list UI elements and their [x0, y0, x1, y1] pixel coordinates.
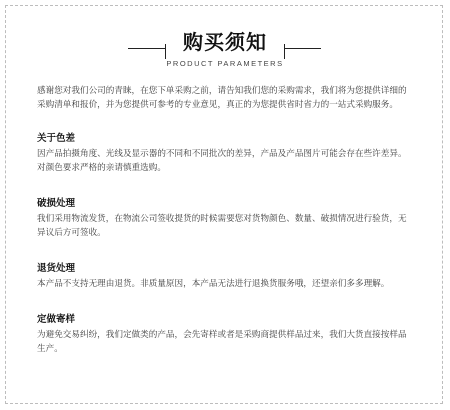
- notice-content: [37, 84, 415, 378]
- section-title: 关于色差: [37, 133, 76, 144]
- title-rule-left-tick: [165, 44, 166, 59]
- title-rule-right-tick: [284, 44, 285, 59]
- section-title: 破损处理: [37, 198, 76, 209]
- page-title: 购买须知: [183, 30, 267, 54]
- section-title: 定做寄样: [37, 314, 76, 325]
- intro-paragraph: 感谢您对我们公司的青睐，在您下单采购之前，请告知我们您的采购需求，我们将为您提供详细的采购清单和报价，并为您提供可参考的专业意见，真正的为您提供省时省力的一站式采购服务。: [37, 86, 407, 110]
- page-subtitle: PRODUCT PARAMETERS: [166, 59, 284, 68]
- header: [0, 28, 450, 78]
- section-body: 因产品拍摄角度、光线及显示器的不同和不同批次的差异，产品及产品图片可能会存在些许差异。对颜色要求严格的亲请慎重选购。: [37, 149, 407, 173]
- section-body: 为避免交易纠纷，我们定做类的产品，会先寄样或者是采购商提供样品过来，我们大货直接按样品生产。: [37, 330, 407, 354]
- section-body: 我们采用物流发货，在物流公司签收提货的时候需要您对货物颜色、数量、破损情况进行验货，无异议后方可签收。: [37, 214, 407, 238]
- title-rule-right: [284, 48, 321, 49]
- section-color-difference: [37, 132, 415, 175]
- section-returns: [37, 262, 415, 291]
- section-title: 退货处理: [37, 263, 76, 274]
- title-rule-left: [128, 48, 165, 49]
- section-body: 本产品不支持无理由退货。非质量原因，本产品无法进行退换货服务哦，还望亲们多多理解。: [37, 279, 390, 289]
- section-custom-samples: [37, 313, 415, 356]
- section-damage-handling: [37, 197, 415, 240]
